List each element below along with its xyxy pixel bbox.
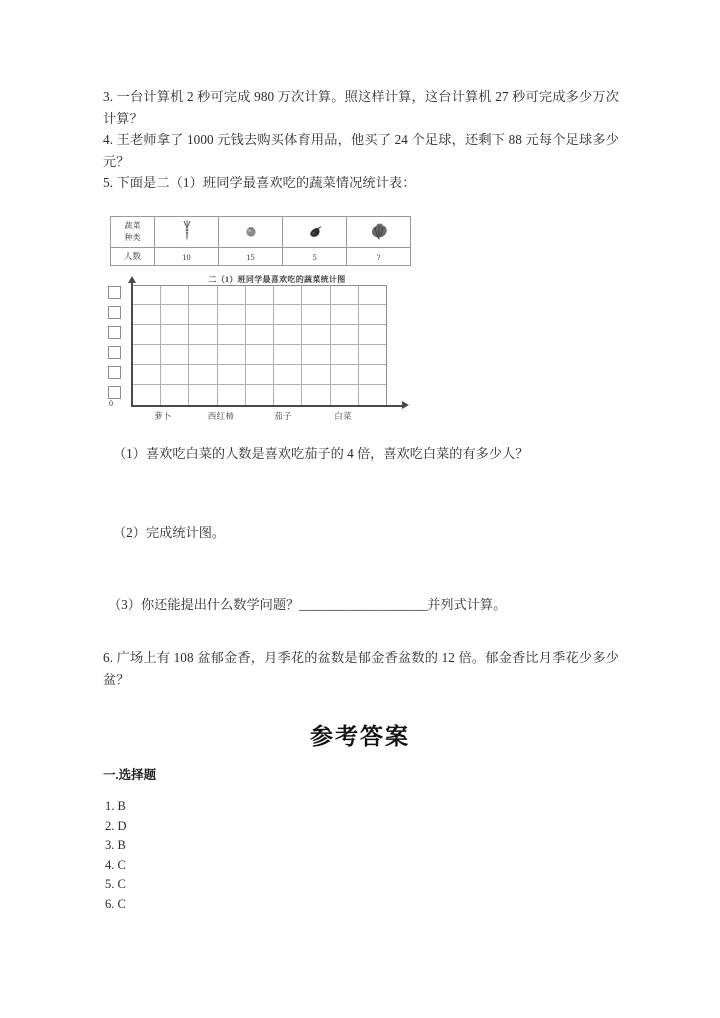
y-legend-box-5[interactable] [108,366,121,379]
cell-count-cabbage: ? [347,248,411,266]
y-legend-box-2[interactable] [108,306,121,319]
chart-grid-cell[interactable] [189,285,217,305]
chart-grid-cell[interactable] [274,325,302,345]
cell-count-tomato: 15 [219,248,283,266]
chart-grid-cell[interactable] [359,285,387,305]
chart-grid-cell[interactable] [189,385,217,405]
eggplant-icon [307,224,323,241]
chart-grid-cell[interactable] [331,305,359,325]
answer-item-2: 2. D [105,818,127,833]
problem-text-block [103,86,619,194]
chart-grid-cell[interactable] [161,385,189,405]
chart-grid-cell[interactable] [331,345,359,365]
chart-grid-cell[interactable] [161,325,189,345]
chart-grid-cell[interactable] [133,325,161,345]
header-line-1: 蔬菜 [124,221,141,230]
chart-grid-cell[interactable] [189,305,217,325]
sub-question-3-prefix: （3）你还能提出什么数学问题？ [108,597,300,612]
x-label-tomato: 西红柿 [207,411,235,421]
chart-grid-cell[interactable] [302,385,330,405]
x-label-eggplant: 茄子 [274,411,292,421]
chart-grid-cell[interactable] [218,385,246,405]
chart-grid-cell[interactable] [189,365,217,385]
chart-grid-cell[interactable] [359,385,387,405]
chart-grid-cell[interactable] [218,345,246,365]
cabbage-icon [369,222,389,242]
answer-item-5: 5. C [105,877,126,891]
chart-grid-cell[interactable] [274,385,302,405]
answer-item-6: 6. C [105,896,126,911]
vegetable-bar-chart [100,274,420,422]
vegetable-statistics-table [110,216,411,266]
x-label-cabbage: 白菜 [334,411,352,421]
problem-6-text: 6. 广场上有 108 盆郁金香，月季花的盆数是郁金香盆数的 12 倍。郁金香比月季花少多少盆？ [103,650,619,687]
table-row [111,217,411,248]
chart-grid-cell[interactable] [331,385,359,405]
sub-question-3-suffix: 并列式计算。 [427,597,507,612]
problem-4-text: 4. 王老师拿了 1000 元钱去购买体育用品，他买了 24 个足球，还剩下 88 元每个足球多少元？ [103,132,619,169]
origin-label: 0 [109,399,113,408]
chart-grid-cell[interactable] [331,365,359,385]
chart-grid-cell[interactable] [246,305,274,325]
chart-grid-cell[interactable] [133,285,161,305]
answer-blank[interactable]: _____________________ [299,597,428,612]
header-line-2: 种类 [124,233,141,242]
chart-grid-cell[interactable] [302,325,330,345]
chart-grid-cell[interactable] [274,365,302,385]
chart-grid-cell[interactable] [218,305,246,325]
chart-grid-cell[interactable] [274,345,302,365]
chart-grid-cell[interactable] [161,305,189,325]
chart-grid-cell[interactable] [246,285,274,305]
chart-grid[interactable] [133,285,387,405]
answer-section-heading: 一.选择题 [103,768,157,782]
problem-6-block [103,647,619,690]
x-axis-arrow-icon [402,401,409,409]
chart-grid-cell[interactable] [218,325,246,345]
chart-grid-cell[interactable] [246,385,274,405]
x-label-carrot: 萝卜 [154,411,172,421]
chart-grid-cell[interactable] [246,345,274,365]
chart-title: 二（1）班同学最喜欢吃的蔬菜统计图 [208,275,346,284]
answer-list [105,797,127,914]
cell-icon-tomato [219,217,283,248]
cell-icon-eggplant [283,217,347,248]
chart-grid-cell[interactable] [133,305,161,325]
chart-grid-cell[interactable] [133,345,161,365]
chart-grid-cell[interactable] [189,345,217,365]
chart-grid-cell[interactable] [359,365,387,385]
chart-grid-cell[interactable] [133,385,161,405]
chart-grid-cell[interactable] [302,285,330,305]
chart-grid-cell[interactable] [302,365,330,385]
chart-x-axis-labels [133,410,387,426]
chart-grid-cell[interactable] [302,345,330,365]
cell-count-carrot: 10 [155,248,219,266]
chart-grid-cell[interactable] [302,305,330,325]
chart-grid-cell[interactable] [359,305,387,325]
chart-grid-cell[interactable] [274,305,302,325]
x-axis [131,405,404,407]
chart-grid-cell[interactable] [246,365,274,385]
table-header-count: 人数 [111,248,155,266]
chart-grid-cell[interactable] [161,345,189,365]
chart-grid-cell[interactable] [331,285,359,305]
problem-3-text: 3. 一台计算机 2 秒可完成 980 万次计算。照这样计算，这台计算机 27 秒可完成多少万次计算？ [103,89,619,126]
chart-grid-cell[interactable] [218,285,246,305]
sub-question-2: （2）完成统计图。 [113,525,226,540]
answer-item-4: 4. C [105,857,126,872]
chart-grid-cell[interactable] [133,365,161,385]
chart-grid-cell[interactable] [331,325,359,345]
answer-key-title: 参考答案 [310,723,410,750]
chart-grid-cell[interactable] [189,325,217,345]
chart-grid-cell[interactable] [359,345,387,365]
y-legend-box-1[interactable] [108,286,121,299]
carrot-icon [182,220,192,244]
answer-item-1: 1. B [105,799,126,813]
chart-grid-cell[interactable] [161,285,189,305]
cell-icon-cabbage [347,217,411,248]
y-legend-box-4[interactable] [108,346,121,359]
problem-5-text: 5. 下面是二（1）班同学最喜欢吃的蔬菜情况统计表： [103,175,416,190]
sub-question-3 [108,594,506,615]
sub-question-1: （1）喜欢吃白菜的人数是喜欢吃茄子的 4 倍，喜欢吃白菜的有多少人？ [113,446,529,461]
cell-icon-carrot [155,217,219,248]
chart-grid-cell[interactable] [359,325,387,345]
answer-item-3: 3. B [105,838,126,852]
tomato-icon [244,224,258,240]
y-legend-box-6[interactable] [108,386,121,399]
table-header-vegetable-type [111,217,155,248]
chart-grid-cell[interactable] [274,285,302,305]
chart-grid-cell[interactable] [161,365,189,385]
y-legend-box-3[interactable] [108,326,121,339]
chart-grid-cell[interactable] [246,325,274,345]
chart-grid-cell[interactable] [218,365,246,385]
cell-count-eggplant: 5 [283,248,347,266]
table-row [111,248,411,266]
